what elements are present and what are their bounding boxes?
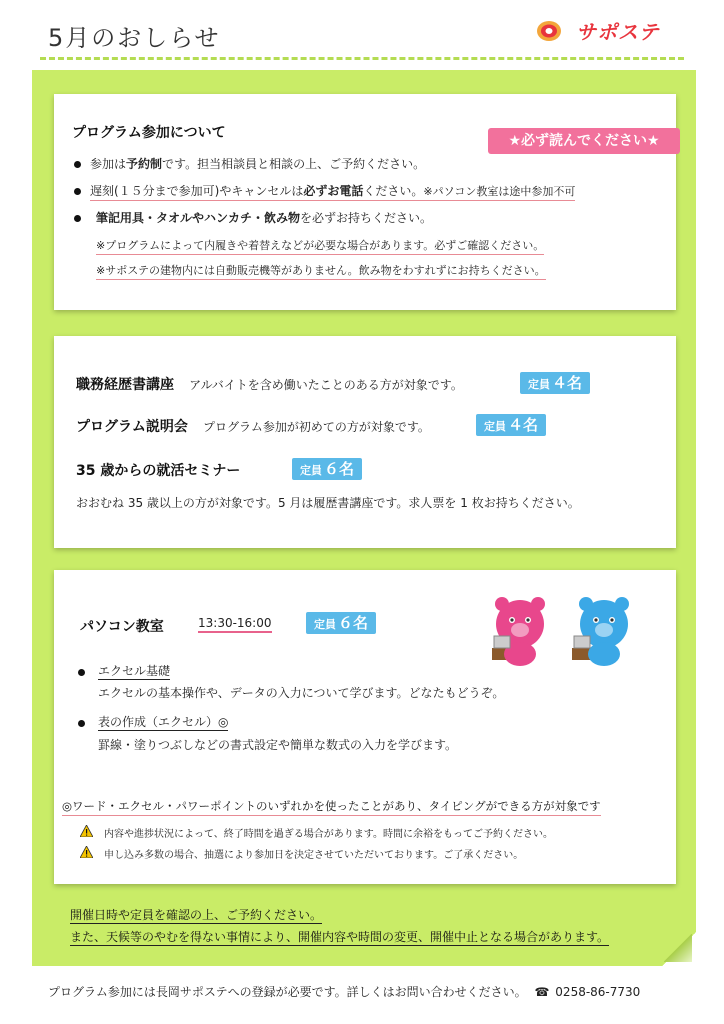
course-row xyxy=(76,374,463,394)
list-item: 参加は予約制です。担当相談員と相談の上、ご予約ください。 xyxy=(90,157,426,171)
bullet-icon xyxy=(74,215,81,222)
pc-item-name: エクセル基礎 xyxy=(98,664,171,678)
list-item: 筆記用具・タオルやハンカチ・飲み物を必ずお持ちください。 xyxy=(96,211,433,225)
pc-class-time: 13:30-16:00 xyxy=(198,616,272,630)
course-row xyxy=(76,416,430,436)
note-indoor-shoes: ※プログラムによって内履きや着替えなどが必要な場合があります。必ずご確認ください。 xyxy=(96,237,544,253)
note-vending-machine: ※サポステの建物内には自動販売機等がありません。飲み物をわすれずにお持ちください。 xyxy=(96,262,546,278)
pc-item-name: 表の作成（エクセル）◎ xyxy=(98,715,229,729)
course-desc: プログラム参加が初めての方が対象です。 xyxy=(202,420,430,434)
page-title: 5月のおしらせ xyxy=(48,24,221,52)
bullet-icon xyxy=(78,720,85,727)
flower-logo-icon xyxy=(536,18,576,44)
bullet-icon xyxy=(74,188,81,195)
logo xyxy=(536,16,696,46)
list-item: 遅刻(１５分まで参加可)やキャンセルは必ずお電話ください。※パソコン教室は途中参加不可 xyxy=(90,182,575,199)
pc-item-desc: 罫線・塗りつぶしなどの書式設定や簡単な数式の入力を学びます。 xyxy=(98,738,458,752)
pc-class-card xyxy=(54,570,676,884)
course-name: 職務経歴書講座 xyxy=(76,377,174,393)
must-read-badge: ★必ず読んでください★ xyxy=(488,128,680,154)
capacity-badge: 定員 ４名 xyxy=(520,372,590,394)
course-name: 35 歳からの就活セミナー xyxy=(76,463,241,479)
notice-line-2: また、天候等のやむを得ない事情により、開催内容や時間の変更、開催中止となる場合があります。 xyxy=(70,930,610,944)
footer-phone: 0258-86-7730 xyxy=(555,985,641,999)
capacity-badge: 定員 ４名 xyxy=(476,414,546,436)
capacity-badge: 定員 ６名 xyxy=(292,458,362,480)
warning-text: 申し込み多数の場合、抽選により参加日を決定させていただいております。ご了承ください。 xyxy=(104,850,524,861)
program-info-heading: プログラム参加について xyxy=(72,125,226,141)
capacity-badge: 定員 ６名 xyxy=(306,612,376,634)
logo-text: サポステ xyxy=(576,20,660,44)
bullet-icon xyxy=(78,669,85,676)
pc-item-desc: エクセルの基本操作や、データの入力について学びます。どなたもどうぞ。 xyxy=(98,686,505,700)
course-desc: アルバイトを含め働いたことのある方が対象です。 xyxy=(189,378,463,392)
footer xyxy=(48,983,640,1000)
pc-requirement: ◎ワード・エクセル・パワーポイントのいずれかを使ったことがあり、タイピングができる方が対象です xyxy=(62,798,601,814)
header-divider xyxy=(40,57,684,60)
course-name: プログラム説明会 xyxy=(76,419,188,435)
pc-class-title: パソコン教室 xyxy=(80,619,164,635)
main-panel xyxy=(32,70,696,966)
page-curl-shade xyxy=(664,934,692,962)
blue-bear-icon xyxy=(572,597,629,666)
warning-text: 内容や進捗状況によって、終了時間を過ぎる場合があります。時間に余裕をもってご予約ください。 xyxy=(104,829,553,840)
notice-line-1: 開催日時や定員を確認の上、ご予約ください。 xyxy=(70,908,323,922)
courses-card xyxy=(54,336,676,548)
seminar-note: おおむね 35 歳以上の方が対象です。5 月は履歴書講座です。求人票を 1 枚お持ちください。 xyxy=(76,496,580,510)
phone-icon: ☎ xyxy=(534,985,550,999)
bears-illustration xyxy=(490,596,654,668)
warning-icon xyxy=(80,825,93,837)
pink-bear-icon xyxy=(492,597,545,666)
warning-icon xyxy=(80,846,93,858)
footer-text: プログラム参加には長岡サポステへの登録が必要です。詳しくはお問い合わせください。 xyxy=(48,985,527,999)
bullet-icon xyxy=(74,161,81,168)
program-info-card xyxy=(54,94,676,310)
